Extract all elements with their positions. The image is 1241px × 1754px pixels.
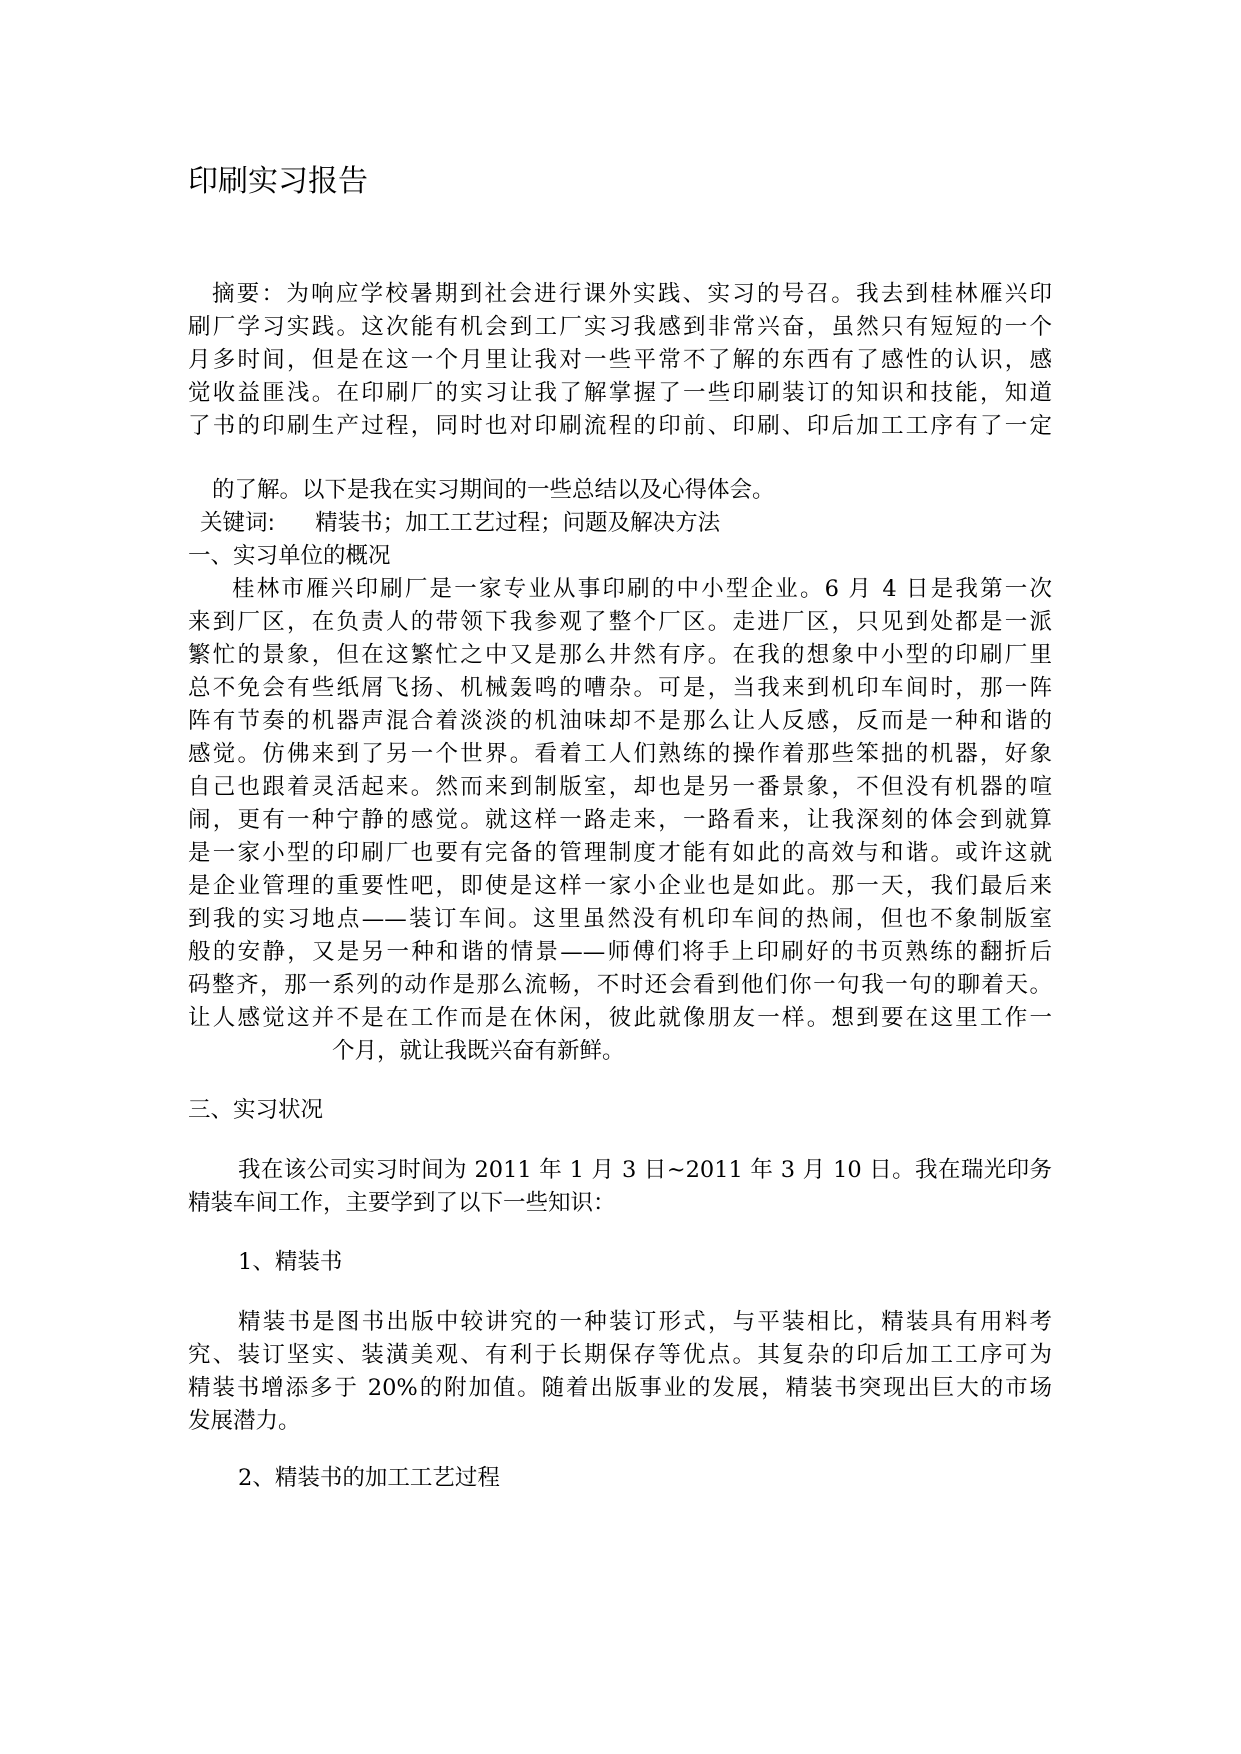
section-1-paragraph	[188, 573, 1052, 1035]
paragraph-line: 我在该公司实习时间为 2011 年 1 月 3 日~2011 年 3 月 10 日。我在瑞光印务	[238, 1157, 1052, 1183]
paragraph-line: 来到厂区，在负责人的带领下我参观了整个厂区。走进厂区，只见到处都是一派	[188, 609, 1052, 635]
paragraph-line: 精装书是图书出版中较讲究的一种装订形式，与平装相比，精装具有用料考	[238, 1309, 1052, 1335]
subsection-1-heading: 1、精装书	[238, 1249, 343, 1275]
abstract-line-1: 摘要：为响应学校暑期到社会进行课外实践、实习的号召。我去到桂林雁兴印	[212, 281, 1052, 307]
paragraph-line: 总不免会有些纸屑飞扬、机械轰鸣的嘈杂。可是，当我来到机印车间时，那一阵	[188, 675, 1052, 701]
paragraph-line: 精装车间工作，主要学到了以下一些知识：	[188, 1190, 616, 1216]
paragraph-line: 自己也跟着灵活起来。然而来到制版室，却也是另一番景象，不但没有机器的喧	[188, 774, 1052, 800]
paragraph-line: 闹，更有一种宁静的感觉。就这样一路走来，一路看来，让我深刻的体会到就算	[188, 807, 1052, 833]
subsection-1-paragraph	[188, 1306, 1052, 1438]
keywords-value: 精装书；加工工艺过程；问题及解决方法	[315, 510, 721, 536]
paragraph-line: 码整齐，那一系列的动作是那么流畅，不时还会看到他们你一句我一句的聊着天。	[188, 972, 1052, 998]
section-3-heading: 三、实习状况	[188, 1097, 324, 1123]
document-title: 印刷实习报告	[188, 164, 368, 199]
paragraph-line: 般的安静，又是另一种和谐的情景——师傅们将手上印刷好的书页熟练的翻折后	[188, 939, 1052, 965]
paragraph-line: 精装书增添多于 20%的附加值。随着出版事业的发展，精装书突现出巨大的市场	[188, 1375, 1052, 1401]
abstract-label: 摘要：	[212, 281, 287, 307]
keywords-label: 关键词:	[200, 510, 276, 536]
paragraph-line: 桂林市雁兴印刷厂是一家专业从事印刷的中小型企业。6 月 4 日是我第一次	[232, 576, 1052, 602]
abstract-block	[188, 278, 1052, 443]
abstract-continuation: 的了解。以下是我在实习期间的一些总结以及心得体会。	[212, 477, 775, 503]
paragraph-line: 是一家小型的印刷厂也要有完备的管理制度才能有如此的高效与和谐。或许这就	[188, 840, 1052, 866]
paragraph-line: 让人感觉这并不是在工作而是在休闲，彼此就像朋友一样。想到要在这里工作一	[188, 1005, 1052, 1031]
section-1-heading: 一、实习单位的概况	[188, 543, 391, 569]
subsection-2-heading: 2、精装书的加工工艺过程	[238, 1465, 500, 1491]
paragraph-line: 感觉。仿佛来到了另一个世界。看着工人们熟练的操作着那些笨拙的机器，好象	[188, 741, 1052, 767]
abstract-line-5: 了书的印刷生产过程，同时也对印刷流程的印前、印刷、印后加工工序有了一定	[188, 413, 1052, 439]
paragraph-line: 阵有节奏的机器声混合着淡淡的机油味却不是那么让人反感，反而是一种和谐的	[188, 708, 1052, 734]
keywords-line	[200, 507, 720, 540]
abstract-line-3: 月多时间，但是在这一个月里让我对一些平常不了解的东西有了感性的认识，感	[188, 347, 1052, 373]
paragraph-line: 是企业管理的重要性吧，即使是这样一家小企业也是如此。那一天，我们最后来	[188, 873, 1052, 899]
paragraph-line: 究、装订坚实、装潢美观、有利于长期保存等优点。其复杂的印后加工工序可为	[188, 1342, 1052, 1368]
paragraph-line: 到我的实习地点——装订车间。这里虽然没有机印车间的热闹，但也不象制版室	[188, 906, 1052, 932]
paragraph-line: 发展潜力。	[188, 1408, 301, 1434]
abstract-line-4: 觉收益匪浅。在印刷厂的实习让我了解掌握了一些印刷装订的知识和技能，知道	[188, 380, 1052, 406]
abstract-line-2: 刷厂学习实践。这次能有机会到工厂实习我感到非常兴奋，虽然只有短短的一个	[188, 314, 1052, 340]
section-1-tail: 个月，就让我既兴奋有新鲜。	[332, 1038, 625, 1064]
section-3-intro	[188, 1154, 1052, 1220]
paragraph-line: 繁忙的景象，但在这繁忙之中又是那么井然有序。在我的想象中小型的印刷厂里	[188, 642, 1052, 668]
